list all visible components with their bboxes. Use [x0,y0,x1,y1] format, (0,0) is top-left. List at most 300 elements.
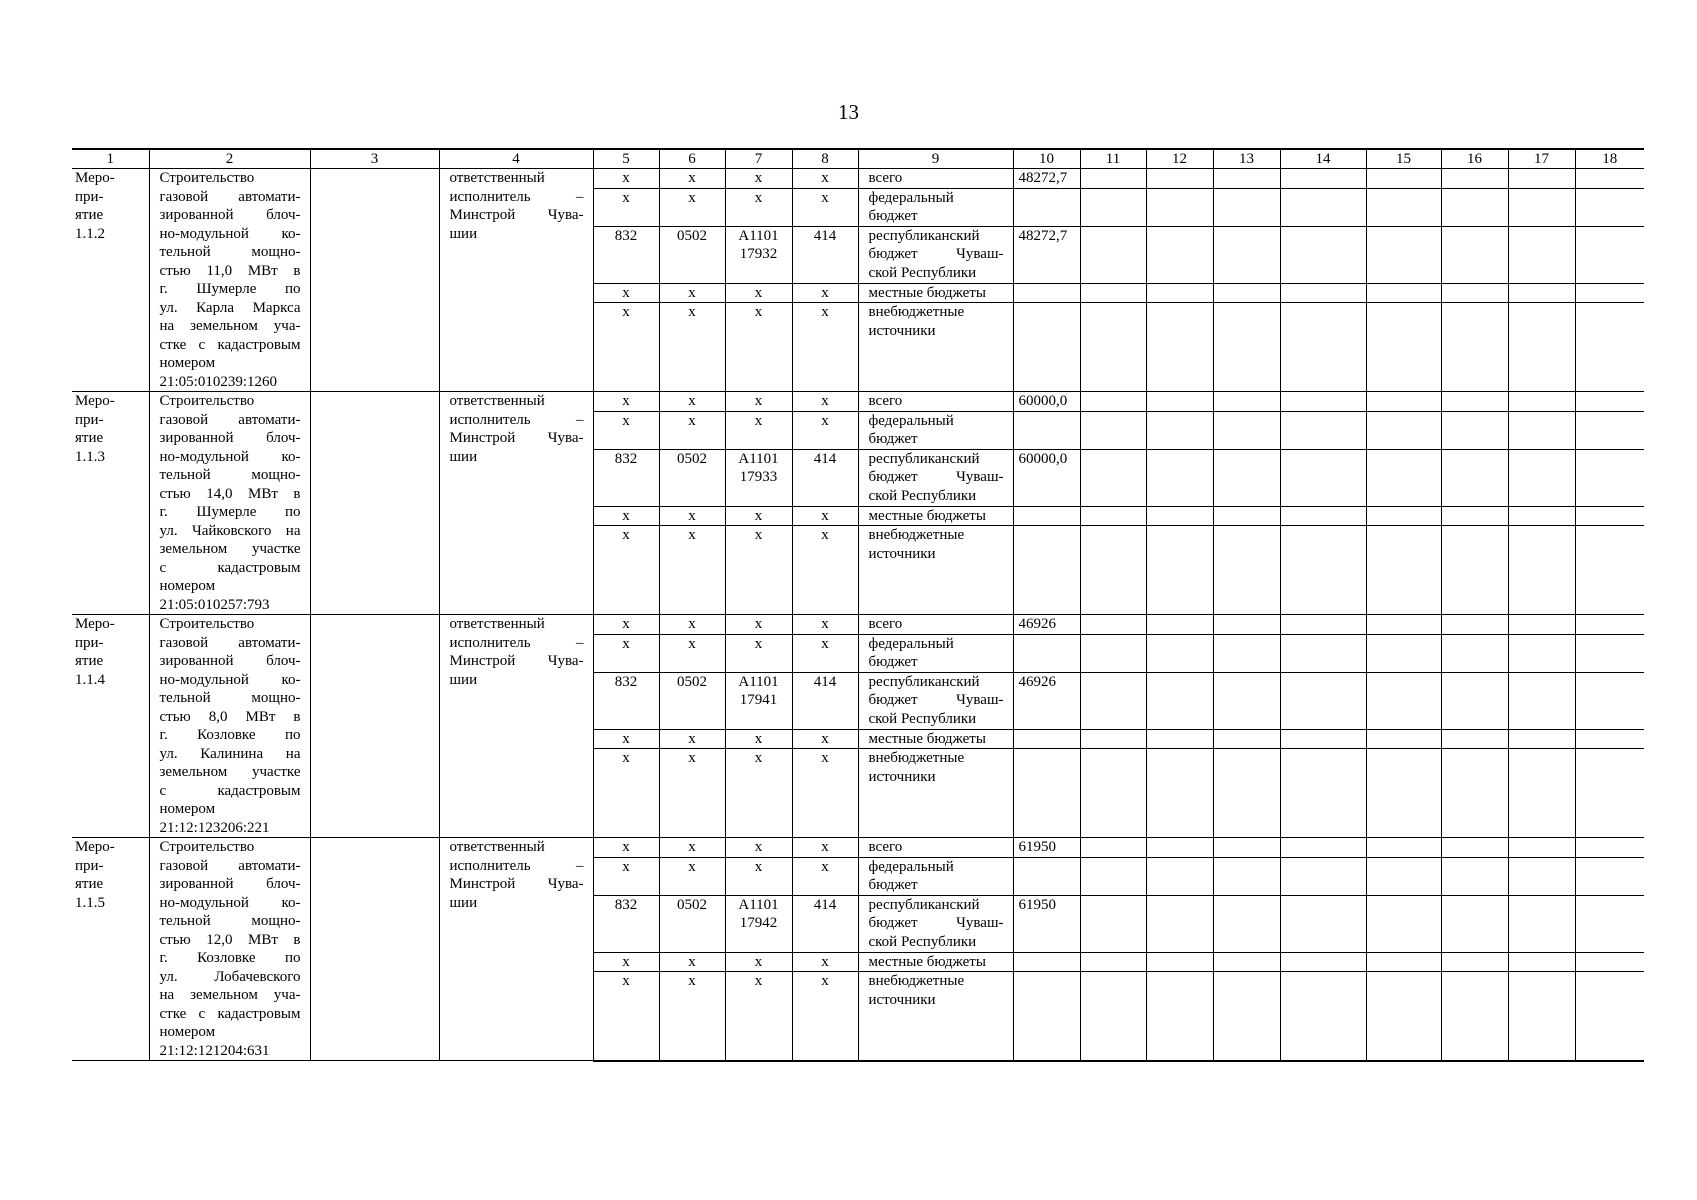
text-line: Меро- [75,839,115,855]
empty-cell-col-13 [1213,411,1280,449]
empty-cell-col-16 [1441,526,1508,615]
text-line: республиканский [868,450,980,467]
executor-cell [439,169,593,392]
empty-cell-col-18 [1575,729,1644,749]
text-line: номером [159,801,216,817]
code-cell-c5: 832 [593,226,659,283]
code-cell-c6: х [659,634,725,672]
empty-cell-col-13 [1213,303,1280,392]
text-line: 21:12:121204:631 [159,1042,270,1059]
code-cell-c6: х [659,838,725,858]
text-line: при- [75,634,104,651]
empty-cell-col-17 [1508,857,1575,895]
empty-cell-col-11 [1080,392,1146,412]
empty-cell-col-16 [1441,506,1508,526]
empty-cell-col-12 [1146,749,1213,838]
code-cell-c7: х [725,526,792,615]
text-line: Минстрой Чува- [449,876,584,892]
measure-title [149,169,310,392]
empty-cell-col-14 [1280,449,1366,506]
empty-cell-col-17 [1508,226,1575,283]
text-line: исполнитель – [449,857,584,874]
column-3-cell [310,615,439,838]
text-line: Меро- [75,393,115,409]
empty-cell-col-12 [1146,672,1213,729]
text-line: на земельном уча- [159,987,301,1003]
empty-cell-col-14 [1280,615,1366,635]
empty-cell-col-11 [1080,857,1146,895]
text-line: стью 11,0 МВт в [159,262,301,279]
empty-cell-col-12 [1146,392,1213,412]
empty-cell-col-18 [1575,838,1644,858]
empty-cell-col-11 [1080,526,1146,615]
empty-cell-col-12 [1146,411,1213,449]
text-line: республиканский [868,896,980,913]
code-cell-c7: х [725,169,792,189]
empty-cell-col-17 [1508,411,1575,449]
empty-cell-col-16 [1441,729,1508,749]
text-line: ской Республики [868,487,977,504]
empty-cell-col-13 [1213,449,1280,506]
empty-cell-col-15 [1366,729,1441,749]
empty-cell-col-13 [1213,672,1280,729]
empty-cell-col-18 [1575,857,1644,895]
empty-cell-col-15 [1366,838,1441,858]
code-cell-c8: х [792,952,858,972]
code-cell-c7: х [725,634,792,672]
column-number-9: 9 [858,149,1013,169]
executor-cell [439,392,593,615]
text-line: шии [449,225,478,242]
column-number-8: 8 [792,149,858,169]
empty-cell-col-12 [1146,729,1213,749]
text-line: зированной блоч- [159,207,301,223]
text-line: ответственный [449,839,545,855]
measure-label [72,169,149,392]
column-number-17: 17 [1508,149,1575,169]
empty-cell-col-12 [1146,449,1213,506]
amount-cell [1013,729,1080,749]
column-number-15: 15 [1366,149,1441,169]
empty-cell-col-12 [1146,303,1213,392]
text-line: газовой автомати- [159,411,301,428]
measure-label [72,615,149,838]
text-line: ской Республики [868,933,977,950]
code-cell-c6: х [659,188,725,226]
text-line: бюджет Чуваш- [868,469,1004,486]
code-cell-c8: х [792,857,858,895]
empty-cell-col-11 [1080,449,1146,506]
empty-cell-col-14 [1280,303,1366,392]
amount-cell [1013,857,1080,895]
empty-cell-col-17 [1508,283,1575,303]
text-line: ул. Лобачевского [159,968,301,985]
empty-cell-col-14 [1280,506,1366,526]
code-cell-c5: х [593,838,659,858]
funding-source: внебюджетные источники [858,303,1013,392]
code-cell-c5: х [593,615,659,635]
empty-cell-col-18 [1575,169,1644,189]
empty-cell-col-11 [1080,303,1146,392]
empty-cell-col-14 [1280,895,1366,952]
code-cell-c7: х [725,952,792,972]
empty-cell-col-17 [1508,634,1575,672]
empty-cell-col-15 [1366,303,1441,392]
empty-cell-col-17 [1508,749,1575,838]
empty-cell-col-14 [1280,972,1366,1061]
empty-cell-col-12 [1146,226,1213,283]
code-cell-c6: 0502 [659,672,725,729]
code-cell-c8: х [792,303,858,392]
measure-title [149,838,310,1061]
code-cell-c7: х [725,749,792,838]
code-cell-c7: х [725,283,792,303]
amount-cell [1013,283,1080,303]
amount-cell [1013,526,1080,615]
empty-cell-col-13 [1213,952,1280,972]
empty-cell-col-13 [1213,226,1280,283]
amount-cell [1013,188,1080,226]
text-line: ответственный [449,616,545,632]
code-cell-c7: А1101 17941 [725,672,792,729]
text-line: стью 12,0 МВт в [159,931,301,948]
code-cell-c5: х [593,392,659,412]
empty-cell-col-17 [1508,838,1575,858]
empty-cell-col-13 [1213,526,1280,615]
funding-source: местные бюджеты [858,506,1013,526]
text-line: 1.1.4 [75,671,105,688]
empty-cell-col-17 [1508,449,1575,506]
text-line: 1.1.2 [75,225,105,242]
amount-cell: 60000,0 [1013,392,1080,412]
empty-cell-col-17 [1508,392,1575,412]
header-row [72,149,1644,169]
column-number-14: 14 [1280,149,1366,169]
text-line: ской Республики [868,264,977,281]
code-cell-c6: х [659,506,725,526]
empty-cell-col-16 [1441,972,1508,1061]
code-cell-c5: 832 [593,449,659,506]
empty-cell-col-17 [1508,672,1575,729]
empty-cell-col-13 [1213,283,1280,303]
funding-source: внебюджетные источники [858,526,1013,615]
column-number-7: 7 [725,149,792,169]
empty-cell-col-17 [1508,952,1575,972]
empty-cell-col-11 [1080,895,1146,952]
text-line: бюджет Чуваш- [868,915,1004,932]
text-line: исполнитель – [449,411,584,428]
empty-cell-col-12 [1146,634,1213,672]
empty-cell-col-14 [1280,729,1366,749]
empty-cell-col-14 [1280,838,1366,858]
code-cell-c8: 414 [792,895,858,952]
funding-source: всего [858,838,1013,858]
text-line: ятие [75,876,104,892]
code-cell-c8: х [792,634,858,672]
funding-source [858,895,1013,952]
text-line: но-модульной ко- [159,671,301,688]
empty-cell-col-16 [1441,952,1508,972]
empty-cell-col-18 [1575,615,1644,635]
empty-cell-col-13 [1213,392,1280,412]
code-cell-c8: х [792,506,858,526]
code-cell-c5: х [593,169,659,189]
text-line: земельном участке [159,764,301,780]
text-line: Строительство [159,170,255,186]
empty-cell-col-16 [1441,895,1508,952]
empty-cell-col-11 [1080,838,1146,858]
empty-cell-col-12 [1146,169,1213,189]
text-line: Строительство [159,393,255,409]
column-3-cell [310,838,439,1061]
code-cell-c5: х [593,526,659,615]
text-line: 1.1.5 [75,894,105,911]
code-cell-c8: 414 [792,449,858,506]
empty-cell-col-12 [1146,838,1213,858]
code-cell-c8: х [792,972,858,1061]
empty-cell-col-11 [1080,749,1146,838]
empty-cell-col-18 [1575,283,1644,303]
empty-cell-col-18 [1575,952,1644,972]
code-cell-c5: х [593,634,659,672]
column-number-11: 11 [1080,149,1146,169]
empty-cell-col-17 [1508,303,1575,392]
empty-cell-col-14 [1280,634,1366,672]
empty-cell-col-12 [1146,283,1213,303]
funding-source: всего [858,615,1013,635]
empty-cell-col-18 [1575,895,1644,952]
text-line: с кадастровым [159,782,301,799]
empty-cell-col-14 [1280,749,1366,838]
column-number-2: 2 [149,149,310,169]
code-cell-c5: 832 [593,672,659,729]
amount-cell [1013,972,1080,1061]
column-number-10: 10 [1013,149,1080,169]
amount-cell: 48272,7 [1013,226,1080,283]
text-line: при- [75,188,104,205]
empty-cell-col-12 [1146,972,1213,1061]
text-line: ответственный [449,170,545,186]
text-line: при- [75,857,104,874]
empty-cell-col-13 [1213,729,1280,749]
text-line: тельной мощно- [159,913,301,929]
code-cell-c7: А1101 17942 [725,895,792,952]
funding-source: всего [858,169,1013,189]
empty-cell-col-15 [1366,449,1441,506]
empty-cell-col-18 [1575,506,1644,526]
code-cell-c5: х [593,283,659,303]
text-line: Меро- [75,170,115,186]
empty-cell-col-15 [1366,672,1441,729]
amount-cell: 48272,7 [1013,169,1080,189]
empty-cell-col-14 [1280,392,1366,412]
code-cell-c6: х [659,615,725,635]
empty-cell-col-17 [1508,615,1575,635]
code-cell-c8: х [792,188,858,226]
empty-cell-col-12 [1146,615,1213,635]
funding-source: местные бюджеты [858,729,1013,749]
amount-cell: 46926 [1013,672,1080,729]
text-line: тельной мощно- [159,244,301,260]
empty-cell-col-13 [1213,506,1280,526]
text-line: ской Республики [868,710,977,727]
code-cell-c7: х [725,506,792,526]
column-number-5: 5 [593,149,659,169]
empty-cell-col-12 [1146,857,1213,895]
empty-cell-col-13 [1213,615,1280,635]
empty-cell-col-17 [1508,188,1575,226]
empty-cell-col-17 [1508,729,1575,749]
empty-cell-col-18 [1575,226,1644,283]
column-3-cell [310,392,439,615]
text-line: 21:05:010257:793 [159,596,270,613]
empty-cell-col-13 [1213,838,1280,858]
empty-cell-col-14 [1280,283,1366,303]
empty-cell-col-17 [1508,526,1575,615]
budget-table [72,148,1644,1062]
code-cell-c8: 414 [792,226,858,283]
empty-cell-col-12 [1146,188,1213,226]
code-cell-c5: х [593,729,659,749]
code-cell-c5: х [593,303,659,392]
empty-cell-col-11 [1080,672,1146,729]
amount-cell [1013,952,1080,972]
amount-cell [1013,634,1080,672]
empty-cell-col-11 [1080,729,1146,749]
text-line: земельном участке [159,541,301,557]
text-line: тельной мощно- [159,467,301,483]
text-line: стью 8,0 МВт в [159,708,301,725]
empty-cell-col-11 [1080,188,1146,226]
code-cell-c6: х [659,303,725,392]
empty-cell-col-13 [1213,188,1280,226]
code-cell-c5: х [593,952,659,972]
empty-cell-col-15 [1366,169,1441,189]
text-line: шии [449,894,478,911]
text-line: стью 14,0 МВт в [159,485,301,502]
code-cell-c6: 0502 [659,449,725,506]
code-cell-c7: х [725,188,792,226]
text-line: бюджет Чуваш- [868,246,1004,263]
funding-source [858,226,1013,283]
code-cell-c6: х [659,283,725,303]
code-cell-c7: х [725,838,792,858]
empty-cell-col-14 [1280,169,1366,189]
code-cell-c8: х [792,526,858,615]
empty-cell-col-15 [1366,283,1441,303]
empty-cell-col-13 [1213,169,1280,189]
amount-cell: 46926 [1013,615,1080,635]
text-line: республиканский [868,673,980,690]
text-line: 1.1.3 [75,448,105,465]
empty-cell-col-18 [1575,449,1644,506]
column-3-cell [310,169,439,392]
table-row [72,169,1644,189]
empty-cell-col-13 [1213,634,1280,672]
text-line: номером [159,578,216,594]
empty-cell-col-15 [1366,392,1441,412]
funding-source: федеральный бюджет [858,188,1013,226]
text-line: но-модульной ко- [159,448,301,465]
text-line: ятие [75,653,104,669]
measure-label [72,838,149,1061]
code-cell-c8: х [792,615,858,635]
funding-source: внебюджетные источники [858,972,1013,1061]
text-line: исполнитель – [449,634,584,651]
column-number-16: 16 [1441,149,1508,169]
text-line: зированной блоч- [159,653,301,669]
text-line: газовой автомати- [159,857,301,874]
empty-cell-col-16 [1441,411,1508,449]
empty-cell-col-11 [1080,615,1146,635]
funding-source: всего [858,392,1013,412]
text-line: но-модульной ко- [159,894,301,911]
code-cell-c6: х [659,526,725,615]
code-cell-c7: х [725,392,792,412]
empty-cell-col-11 [1080,283,1146,303]
code-cell-c5: х [593,188,659,226]
code-cell-c7: А1101 17933 [725,449,792,506]
code-cell-c8: х [792,729,858,749]
amount-cell: 61950 [1013,895,1080,952]
text-line: номером [159,355,216,371]
text-line: г. Шумерле по [159,281,301,297]
text-line: Меро- [75,616,115,632]
empty-cell-col-14 [1280,672,1366,729]
code-cell-c8: х [792,169,858,189]
empty-cell-col-16 [1441,169,1508,189]
code-cell-c5: х [593,972,659,1061]
text-line: ятие [75,430,104,446]
empty-cell-col-15 [1366,506,1441,526]
code-cell-c6: х [659,729,725,749]
code-cell-c7: х [725,411,792,449]
empty-cell-col-16 [1441,634,1508,672]
text-line: Минстрой Чува- [449,430,584,446]
code-cell-c6: х [659,952,725,972]
code-cell-c7: А1101 17932 [725,226,792,283]
code-cell-c6: х [659,749,725,838]
code-cell-c7: х [725,857,792,895]
column-number-6: 6 [659,149,725,169]
executor-cell [439,838,593,1061]
text-line: 21:05:010239:1260 [159,373,278,390]
measure-label [72,392,149,615]
empty-cell-col-17 [1508,895,1575,952]
measure-title [149,392,310,615]
code-cell-c6: 0502 [659,895,725,952]
funding-source: федеральный бюджет [858,857,1013,895]
code-cell-c6: х [659,972,725,1061]
code-cell-c5: х [593,857,659,895]
text-line: исполнитель – [449,188,584,205]
funding-source: федеральный бюджет [858,634,1013,672]
empty-cell-col-18 [1575,749,1644,838]
text-line: г. Шумерле по [159,504,301,520]
empty-cell-col-16 [1441,838,1508,858]
empty-cell-col-17 [1508,972,1575,1061]
text-line: но-модульной ко- [159,225,301,242]
amount-cell [1013,411,1080,449]
empty-cell-col-11 [1080,411,1146,449]
executor-cell [439,615,593,838]
text-line: зированной блоч- [159,876,301,892]
amount-cell [1013,303,1080,392]
empty-cell-col-11 [1080,226,1146,283]
code-cell-c8: х [792,392,858,412]
amount-cell [1013,749,1080,838]
empty-cell-col-12 [1146,526,1213,615]
